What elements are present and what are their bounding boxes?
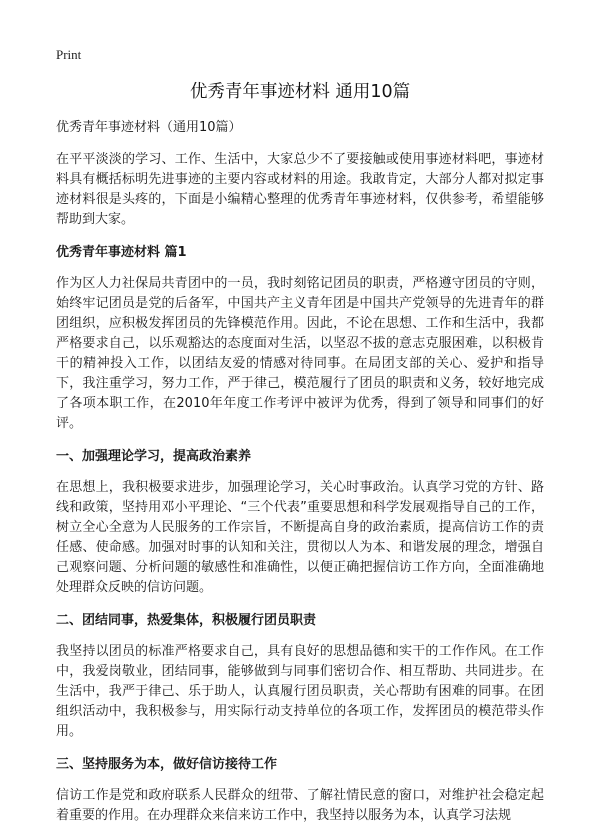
section-heading-service: 三、坚持服务为本，做好信访接待工作 — [56, 757, 278, 772]
section-paragraph-article-1: 作为区人力社保局共青团中的一员，我时刻铭记团员的职责，严格遵守团员的守则，始终牢记团员是党的后备军，中国共产主义青年团是中国共产党领导的先进青年的群团组织，应积极发挥团员的先锋模范作用。因此，不论在思想、工作和生活中，我都严格要求自己，以乐观豁达的态度面对生活，以坚忍不拔的意志克服困难，以积极肯干的精神投入工作，以团结友爱的情感对待同事。在局团支部的关心、爱护和指导下，我注重学习，努力工作，严于律己，模范履行了团员的职责和义务，较好地完成了各项本职工作，在2010年年度工作考评中被评为优秀，得到了领导和同事们的好评。 — [56, 276, 544, 431]
section-heading-unite-colleagues: 二、团结同事，热爱集体，积极履行团员职责 — [56, 613, 317, 628]
intro-paragraph: 在平平淡淡的学习、工作、生活中，大家总少不了要接触或使用事迹材料吧，事迹材料具有概括标明先进事迹的主要内容或材料的用途。我敢肯定，大部分人都对拟定事迹材料很是头疼的，下面是小编精心整理的优秀青年事迹材料，仅供参考，希望能够帮助到大家。 — [56, 152, 544, 227]
document-body — [56, 118, 544, 839]
section-paragraph-theory-study: 在思想上，我积极要求进步，加强理论学习，关心时事政治。认真学习党的方针、路线和政策，坚持用邓小平理论、“三个代表”重要思想和科学发展观指导自己的工作，树立全心全意为人民服务的工作宗旨，不断提高自身的政治素质，提高信访工作的责任感、使命感。加强对时事的认知和关注，贯彻以人为本、和谐发展的理念，增强自己观察问题、分析问题的敏感性和准确性，以便正确把握信访工作方向，全面准确地处理群众反映的信访问题。 — [56, 480, 544, 595]
section-heading-theory-study: 一、加强理论学习，提高政治素养 — [56, 449, 252, 464]
print-link[interactable]: Print — [56, 47, 82, 62]
section-heading-article-1: 优秀青年事迹材料 篇1 — [56, 245, 187, 260]
document-subtitle: 优秀青年事迹材料（通用10篇） — [56, 120, 242, 135]
document-title: 优秀青年事迹材料 通用10篇 — [189, 82, 411, 102]
section-paragraph-service: 信访工作是党和政府联系人民群众的纽带、了解社情民意的窗口，对维护社会稳定起着重要的作用。在办理群众来信来访工作中，我坚持以服务为本，认真学习法规 — [56, 788, 544, 823]
section-paragraph-unite-colleagues: 我坚持以团员的标准严格要求自己，具有良好的思想品德和实干的工作作风。在工作中，我爱岗敬业，团结同事，能够做到与同事们密切合作、相互帮助、共同进步。在生活中，我严于律己、乐于助人，认真履行团员职责，关心帮助有困难的同事。在团组织活动中，我积极参与，用实际行动支持单位的各项工作，发挥团员的模范带头作用。 — [56, 644, 544, 739]
